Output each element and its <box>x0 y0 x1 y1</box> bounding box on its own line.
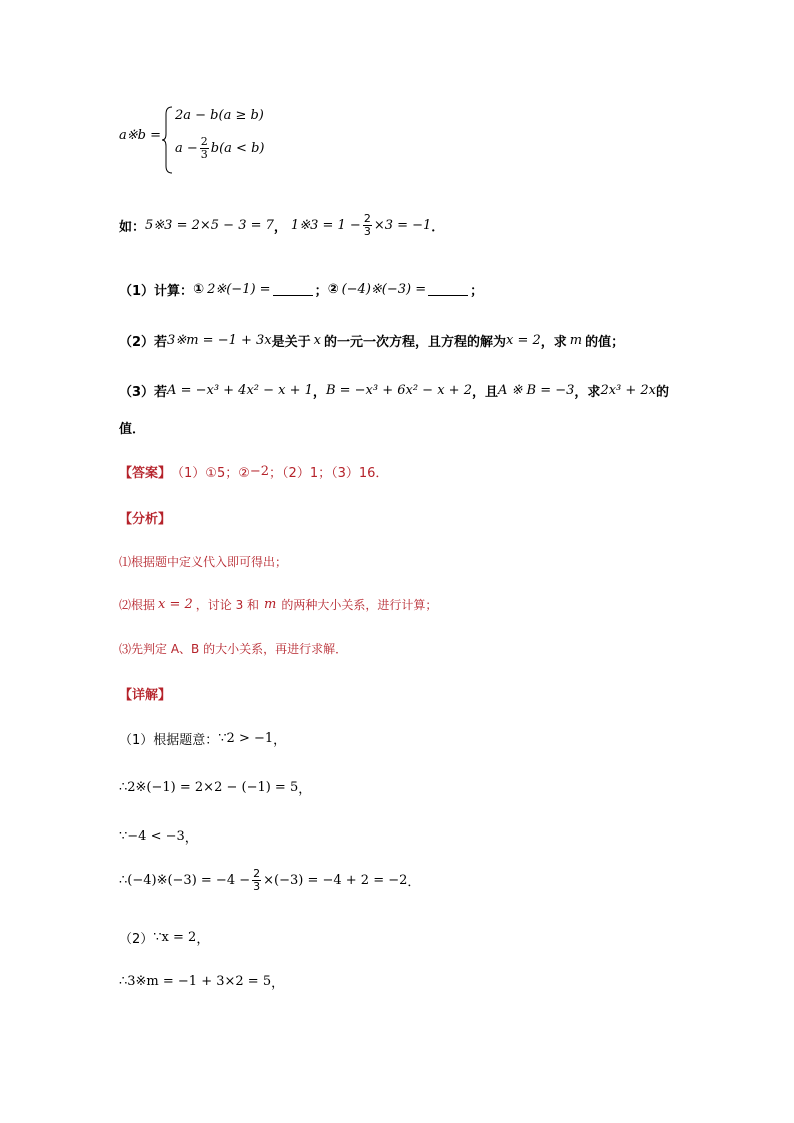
question-1 <box>119 280 483 299</box>
detail-heading <box>119 684 171 703</box>
answer-value: −2 <box>249 464 270 479</box>
q3-sep: ， <box>312 385 326 400</box>
analysis-p2-eq: x = 2 <box>158 597 193 612</box>
q1-expr-1: 2※(−1) = <box>207 282 271 297</box>
analysis-point-2 <box>119 596 437 613</box>
q1-expr-2: (−4)※(−3) = <box>341 282 427 297</box>
q3-text-2: ，求 <box>574 385 601 400</box>
detail-tag: 【详解】 <box>119 688 172 703</box>
fraction-den: 3 <box>200 148 208 161</box>
analysis-p3: ⑶先判定 A、B 的大小关系，再进行求解． <box>119 642 348 656</box>
q3-expr-3: A ※ B = −3 <box>498 383 575 398</box>
detail-line-4 <box>119 868 420 893</box>
question-2 <box>119 331 624 350</box>
definition-case-1: 2a − b(a ≥ b) <box>175 108 264 123</box>
analysis-p2-pre: ⑵根据 <box>119 598 156 612</box>
definition-lhs: a※b = <box>119 128 161 143</box>
analysis-p1: ⑴根据题中定义代入即可得出； <box>119 555 288 569</box>
example-line <box>119 213 444 238</box>
q3-expr-b: B = −x³ + 6x² − x + 2 <box>325 383 472 398</box>
q2-label: （2）若 <box>119 335 168 350</box>
detail-l4-pre: ∴(−4)※(−3) = −4 − <box>119 873 251 888</box>
q3-text-1: ，且 <box>471 385 498 400</box>
answer-blank-1[interactable] <box>273 283 313 296</box>
piecewise-definition <box>119 104 319 174</box>
fraction <box>200 136 209 161</box>
question-3-cont <box>119 418 145 437</box>
analysis-p2-end: 的两种大小关系，进行计算； <box>281 598 438 612</box>
detail-l3-eq: ∵−4 < −3 <box>119 829 185 844</box>
q1-circle-1: ① <box>193 282 205 297</box>
example-end: ． <box>431 220 445 235</box>
answer-rest: ；（2）1；（3）16． <box>269 466 389 481</box>
analysis-p2-post: ，讨论 3 和 <box>195 598 260 612</box>
detail-line-2 <box>119 778 311 797</box>
case2-post: b(a < b) <box>210 141 265 156</box>
detail-line-1 <box>119 729 286 748</box>
q1-label: （1）计算： <box>119 284 194 299</box>
question-3 <box>119 381 669 400</box>
detail-line-6 <box>119 972 284 991</box>
q2-text-3: ，求 <box>540 335 567 350</box>
analysis-tag: 【分析】 <box>119 512 172 527</box>
q3-label: （3）若 <box>119 385 168 400</box>
detail-l2-eq: ∴2※(−1) = 2×2 − (−1) = 5 <box>119 780 299 795</box>
answer-line <box>119 462 388 481</box>
q2-var-m: m <box>569 333 583 348</box>
q2-text-2: 的一元一次方程，且方程的解为 <box>323 335 506 350</box>
analysis-p2-var: m <box>264 597 277 612</box>
answer-text: （1）①5；② <box>171 466 250 481</box>
detail-l3-end: ， <box>184 831 198 846</box>
detail-line-5 <box>119 928 209 947</box>
fraction-num: 2 <box>363 212 371 225</box>
detail-l6-end: ， <box>271 976 285 991</box>
q1-sep: ； <box>314 284 328 299</box>
definition-case-2 <box>175 136 264 161</box>
answer-tag: 【答案】 <box>119 466 172 481</box>
detail-fraction <box>252 868 261 893</box>
q1-end: ； <box>470 284 484 299</box>
analysis-point-3 <box>119 640 347 657</box>
detail-l1-pre: （1）根据题意： <box>119 733 219 748</box>
left-brace <box>162 106 174 174</box>
q2-expr-1: 3※m = −1 + 3x <box>167 333 272 348</box>
example-prefix: 如： <box>119 220 146 235</box>
fraction-den: 3 <box>253 880 261 893</box>
detail-l4-end: ． <box>407 875 421 890</box>
example-fraction <box>363 213 372 238</box>
example-eq1: 5※3 = 2×5 − 3 = 7 <box>145 218 274 233</box>
detail-l2-end: ， <box>298 782 312 797</box>
q2-var-x: x <box>313 333 321 348</box>
detail-l5-eq: ∵x = 2 <box>153 930 197 945</box>
detail-line-3 <box>119 827 198 846</box>
detail-l1-end: ， <box>273 733 287 748</box>
q2-text-4: 的值； <box>585 335 625 350</box>
example-eq2-post: ×3 = −1 <box>373 218 432 233</box>
q2-expr-2: x = 2 <box>506 333 541 348</box>
fraction-den: 3 <box>363 225 371 238</box>
fraction-num: 2 <box>253 867 261 880</box>
detail-l1-eq: ∵2 > −1 <box>218 731 274 746</box>
answer-blank-2[interactable] <box>428 283 468 296</box>
q1-circle-2: ② <box>327 282 339 297</box>
analysis-point-1 <box>119 553 287 570</box>
detail-l6-eq: ∴3※m = −1 + 3×2 = 5 <box>119 974 272 989</box>
q3-expr-a: A = −x³ + 4x² − x + 1 <box>167 383 313 398</box>
q2-text-1: 是关于 <box>271 335 311 350</box>
detail-l5-end: ， <box>196 932 210 947</box>
analysis-heading <box>119 508 171 527</box>
detail-l4-post: ×(−3) = −4 + 2 = −2 <box>263 873 408 888</box>
q3-text-3: 的 <box>656 385 670 400</box>
q3-expr-4: 2x³ + 2x <box>600 383 657 398</box>
q3-line-2: 值． <box>119 422 146 437</box>
case2-pre: a − <box>175 141 198 156</box>
example-sep: ， <box>273 220 287 235</box>
fraction-num: 2 <box>200 135 208 148</box>
detail-l5-pre: （2） <box>119 932 154 947</box>
example-eq2-pre: 1※3 = 1 − <box>290 218 361 233</box>
